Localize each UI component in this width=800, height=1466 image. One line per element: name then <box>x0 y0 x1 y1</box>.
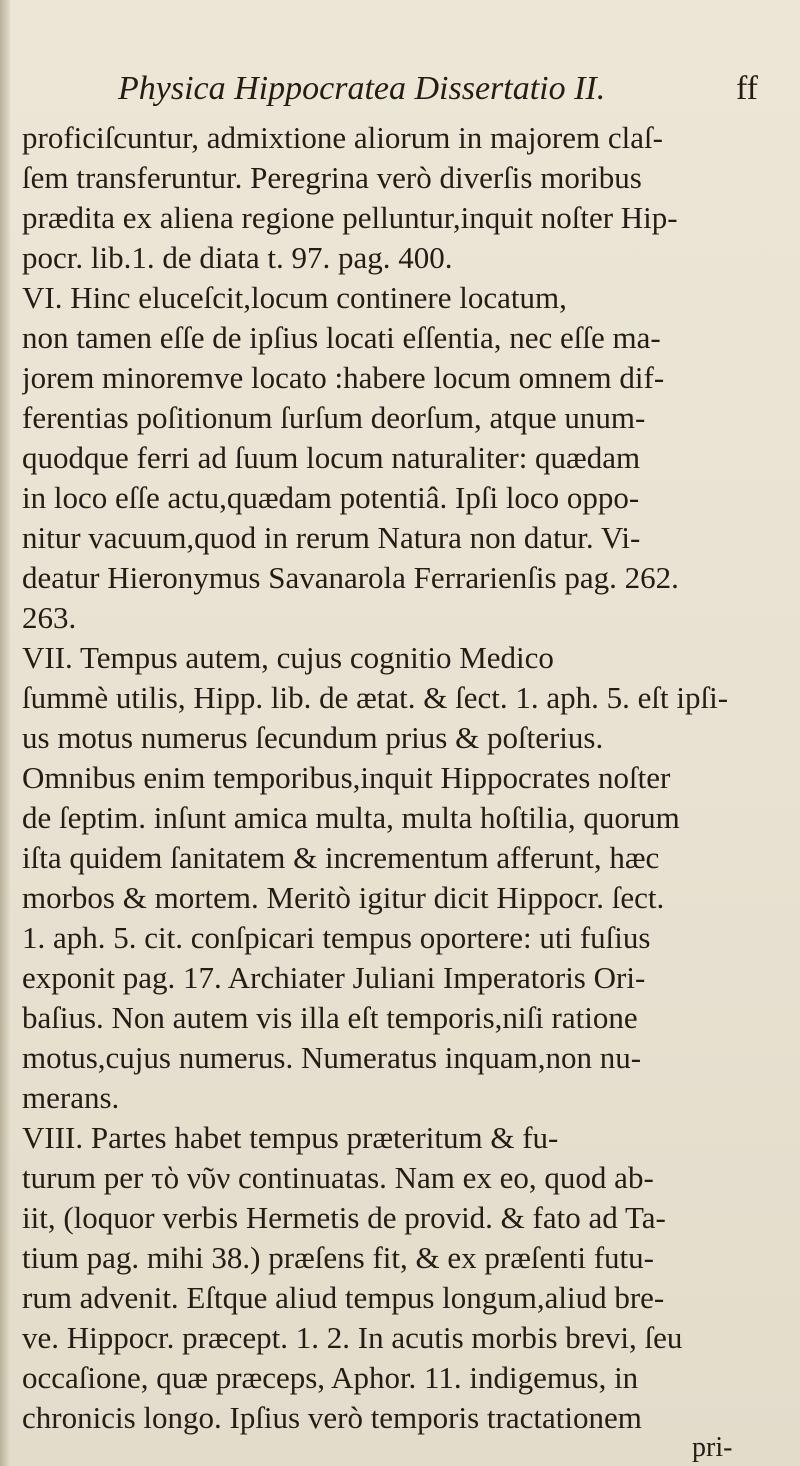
text-line: ve. Hippocr. præcept. 1. 2. In acutis morbis brevi, ſeu <box>22 1320 683 1355</box>
text-line: motus,cujus numerus. Numeratus inquam,non nu- <box>22 1040 642 1075</box>
text-line: 263. <box>22 600 77 635</box>
text-line: VII. Tempus autem, cujus cognitio Medico <box>22 640 554 675</box>
text-line: nitur vacuum,quod in rerum Natura non datur. Vi- <box>22 520 641 555</box>
text-line: Omnibus enim temporibus,inquit Hippocrates noſter <box>22 760 671 795</box>
text-line: ſummè utilis, Hipp. lib. de ætat. & ſect. 1. aph. 5. eſt ipſi- <box>22 680 729 715</box>
text-line: ſem transferuntur. Peregrina verò diverſis moribus <box>22 160 642 195</box>
text-line: turum per τὸ νῦν continuatas. Nam ex eo, quod ab- <box>22 1160 654 1195</box>
text-line: merans. <box>22 1080 120 1115</box>
text-line: tium pag. mihi 38.) præſens fit, & ex præſenti futu- <box>22 1240 654 1275</box>
text-line: 1. aph. 5. cit. conſpicari tempus oportere: uti fuſius <box>22 920 651 955</box>
body-text <box>22 118 792 1438</box>
text-line: iſta quidem ſanitatem & incrementum afferunt, hæc <box>22 840 660 875</box>
text-line: pocr. lib.1. de diata t. 97. pag. 400. <box>22 240 453 275</box>
text-line: chronicis longo. Ipſius verò temporis tractationem <box>22 1400 642 1435</box>
text-line: jorem minoremve locato :habere locum omnem dif- <box>22 360 665 395</box>
paragraph <box>22 118 792 278</box>
text-line: exponit pag. 17. Archiater Juliani Imperatoris Ori- <box>22 960 646 995</box>
text-line: baſius. Non autem vis illa eſt temporis,niſi ratione <box>22 1000 638 1035</box>
text-line: VIII. Partes habet tempus præteritum & fu- <box>22 1120 559 1155</box>
text-line: in loco eſſe actu,quædam potentiâ. Ipſi loco oppo- <box>22 480 640 515</box>
running-head <box>118 70 758 110</box>
folio-number: ff <box>735 70 758 107</box>
running-title: Physica Hippocratea Dissertatio II. <box>118 70 606 107</box>
paragraph <box>22 638 792 1118</box>
text-line: iit, (loquor verbis Hermetis de provid. & fato ad Ta- <box>22 1200 666 1235</box>
text-line: quodque ferri ad ſuum locum naturaliter: quædam <box>22 440 641 475</box>
paragraph <box>22 278 792 638</box>
text-line: rum advenit. Eſtque aliud tempus longum,aliud bre- <box>22 1280 665 1315</box>
text-line: us motus numerus ſecundum prius & poſterius. <box>22 720 604 755</box>
text-line: prædita ex aliena regione pelluntur,inquit noſter Hip- <box>22 200 678 235</box>
text-line: proficiſcuntur, admixtione aliorum in majorem claſ- <box>22 120 663 155</box>
text-line: morbos & mortem. Meritò igitur dicit Hippocr. ſect. <box>22 880 665 915</box>
text-line: de ſeptim. inſunt amica multa, multa hoſtilia, quorum <box>22 800 680 835</box>
catchword: pri- <box>692 1432 733 1463</box>
text-line: non tamen eſſe de ipſius locati eſſentia, nec eſſe ma- <box>22 320 661 355</box>
text-line: VI. Hinc eluceſcit,locum continere locatum, <box>22 280 567 315</box>
paragraph <box>22 1118 792 1438</box>
text-line: deatur Hieronymus Savanarola Ferrarienſis pag. 262. <box>22 560 679 595</box>
text-line: occaſione, quæ præceps, Aphor. 11. indigemus, in <box>22 1360 639 1395</box>
page-gutter-shadow <box>0 0 10 1466</box>
text-line: ferentias poſitionum ſurſum deorſum, atque unum- <box>22 400 646 435</box>
